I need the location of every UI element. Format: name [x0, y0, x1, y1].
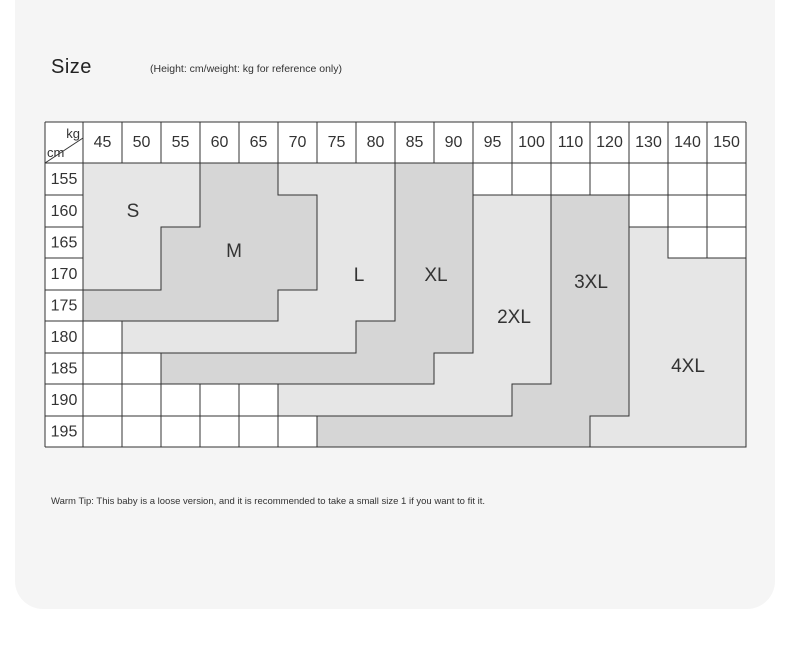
size-label-l: L: [353, 265, 365, 287]
page-subtitle: (Height: cm/weight: kg for reference only): [150, 63, 342, 75]
height-header: 165: [50, 234, 78, 252]
weight-header: 150: [713, 134, 740, 152]
height-header: 160: [50, 203, 78, 221]
height-header: 190: [50, 392, 78, 410]
size-label-s: S: [126, 201, 140, 223]
corner-label-cm: cm: [47, 145, 65, 160]
weight-header: 90: [444, 134, 463, 152]
weight-header: 110: [557, 134, 584, 152]
weight-header: 70: [288, 134, 307, 152]
weight-header: 50: [132, 134, 151, 152]
warm-tip: Warm Tip: This baby is a loose version, and it is recommended to take a small size 1 if you want to fit it.: [51, 496, 486, 507]
size-label-4xl: 4XL: [671, 356, 705, 378]
weight-header: 65: [249, 134, 268, 152]
page-title: Size: [51, 56, 92, 78]
weight-header: 75: [327, 134, 346, 152]
size-label-m: M: [226, 241, 242, 263]
height-header: 155: [50, 171, 78, 189]
weight-header: 80: [366, 134, 385, 152]
height-header: 185: [50, 360, 78, 378]
weight-header: 45: [93, 134, 112, 152]
weight-header: 55: [171, 134, 190, 152]
size-label-xl: XL: [424, 265, 448, 287]
height-header: 170: [50, 266, 78, 284]
weight-header: 120: [596, 134, 623, 152]
weight-header: 95: [483, 134, 502, 152]
height-header: 175: [50, 297, 78, 315]
weight-header: 100: [518, 134, 545, 152]
height-header: 195: [50, 423, 78, 441]
size-label-3xl: 3XL: [574, 272, 608, 294]
weight-header: 130: [635, 134, 662, 152]
size-label-2xl: 2XL: [497, 307, 531, 329]
weight-header: 140: [674, 134, 701, 152]
weight-header: 60: [210, 134, 229, 152]
weight-header: 85: [405, 134, 424, 152]
height-header: 180: [50, 329, 78, 347]
corner-label-kg: kg: [66, 126, 80, 141]
